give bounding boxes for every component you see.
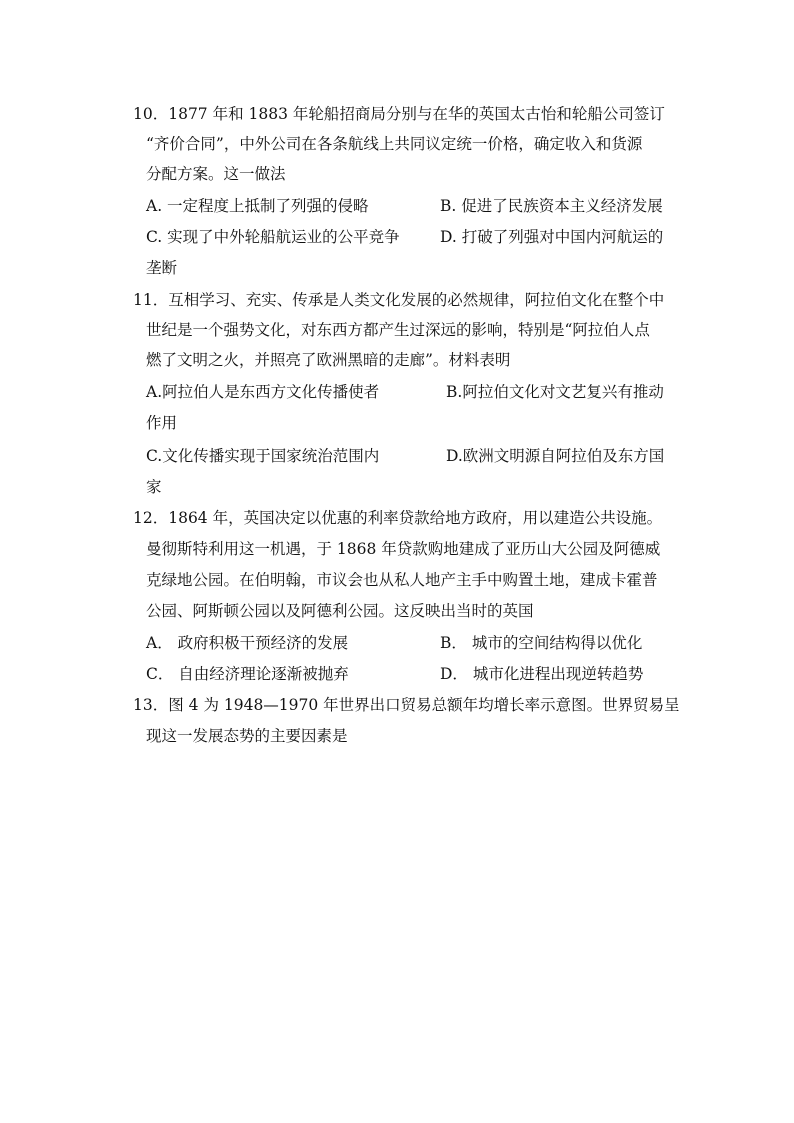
q11-stem-line-3: 燃了文明之火，并照亮了欧洲黑暗的走廊”。材料表明 (146, 351, 511, 369)
q11-option-c: C.文化传播实现于国家统治范围内 (146, 447, 380, 465)
q10-stem-line-2: “齐价合同”，中外公司在各条航线上共同议定统一价格，确定收入和货源 (146, 135, 643, 153)
q12-option-c: C． 自由经济理论逐渐被抛弃 (146, 665, 349, 683)
q12-option-b: B． 城市的空间结构得以优化 (440, 634, 643, 652)
q12-stem-line-1: 12．1864 年，英国决定以优惠的利率贷款给地方政府，用以建造公共设施。 (133, 509, 663, 527)
q12-stem-line-3: 克绿地公园。在伯明翰，市议会也从私人地产主手中购置土地，建成卡霍普 (146, 571, 658, 589)
q11-option-d: D.欧洲文明源自阿拉伯及东方国 (446, 447, 665, 465)
q10-option-b: B. 促进了民族资本主义经济发展 (440, 197, 663, 215)
q12-stem-line-4: 公园、阿斯顿公园以及阿德利公园。这反映出当时的英国 (146, 602, 534, 620)
q13-stem-line-1: 13．图 4 为 1948—1970 年世界出口贸易总额年均增长率示意图。世界贸易呈 (133, 696, 680, 714)
q11-option-b-continued: 作用 (146, 414, 178, 432)
q11-stem-line-1: 11．互相学习、充实、传承是人类文化发展的必然规律，阿拉伯文化在整个中 (133, 291, 665, 309)
q13-stem-line-2: 现这一发展态势的主要因素是 (146, 727, 348, 745)
q12-option-a: A． 政府积极干预经济的发展 (146, 634, 349, 652)
q10-option-d-continued: 垄断 (146, 259, 178, 277)
q10-option-d: D. 打破了列强对中国内河航运的 (440, 228, 664, 246)
q10-stem-line-1: 10．1877 年和 1883 年轮船招商局分别与在华的英国太古怡和轮船公司签订 (133, 105, 665, 123)
q11-option-a: A.阿拉伯人是东西方文化传播使者 (146, 383, 380, 401)
q10-option-a: A. 一定程度上抵制了列强的侵略 (146, 197, 369, 215)
q11-option-d-continued: 家 (146, 478, 162, 496)
q11-option-b: B.阿拉伯文化对文艺复兴有推动 (446, 383, 664, 401)
q10-stem-line-3: 分配方案。这一做法 (146, 165, 286, 183)
q10-option-c: C. 实现了中外轮船航运业的公平竞争 (146, 228, 400, 246)
q12-stem-line-2: 曼彻斯特利用这一机遇，于 1868 年贷款购地建成了亚历山大公园及阿德威 (146, 540, 661, 558)
q11-stem-line-2: 世纪是一个强势文化，对东西方都产生过深远的影响，特别是“阿拉伯人点 (146, 321, 650, 339)
q12-option-d: D． 城市化进程出现逆转趋势 (440, 665, 644, 683)
